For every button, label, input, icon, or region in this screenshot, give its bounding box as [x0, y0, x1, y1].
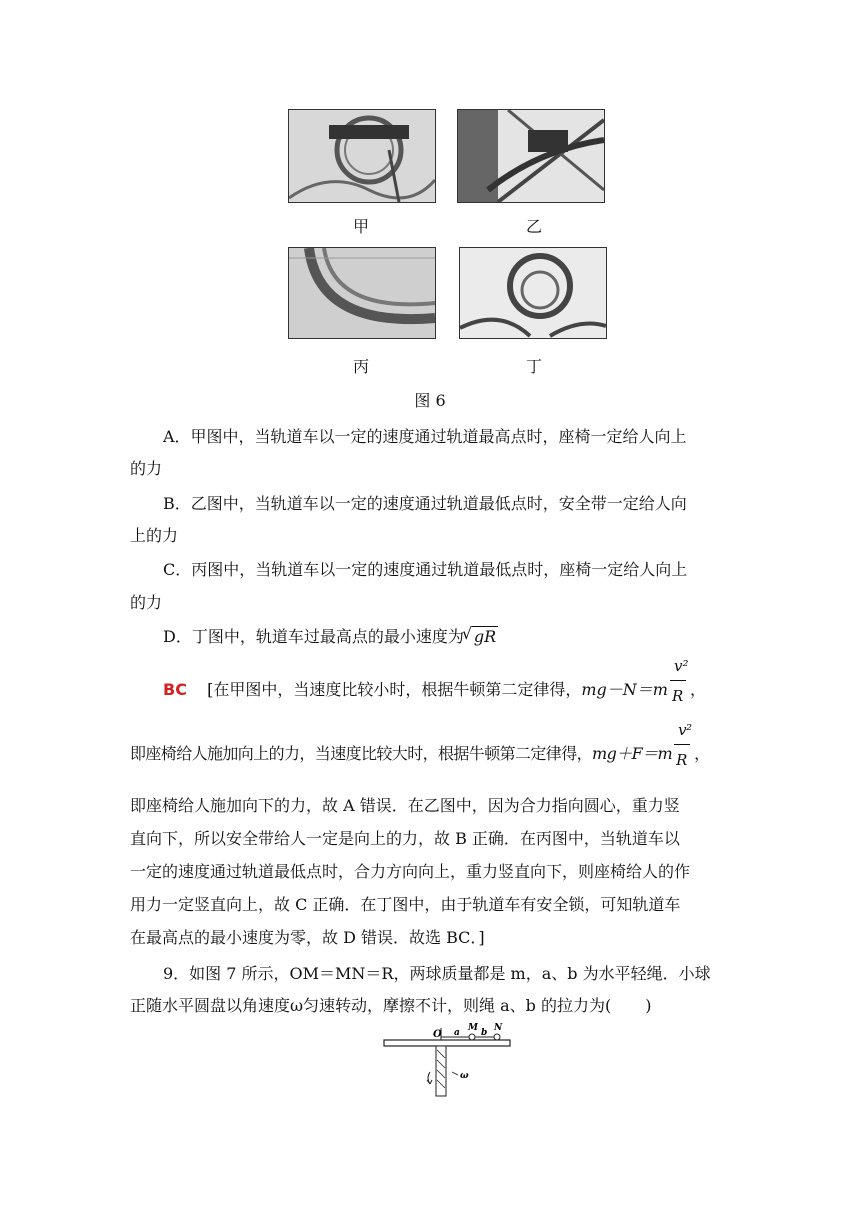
answer-line4: 直向下，所以安全带给人一定是向上的力，故 B 正确．在丙图中，当轨道车以	[130, 829, 680, 848]
photo-bing	[288, 247, 436, 339]
option-b-line2: 上的力	[130, 526, 179, 545]
fraction-denominator: R	[671, 687, 684, 705]
roller-coaster-bing-image	[289, 248, 435, 338]
option-c-line2: 的力	[130, 593, 163, 612]
answer-line2-math: mg＋F＝m	[592, 744, 673, 763]
answer-line2-text: 即座椅给人施加向上的力，当速度比较大时，根据牛顿第二定律得，	[130, 744, 593, 763]
answer-line6: 用力一定竖直向上，故 C 正确．在丁图中，由于轨道车有安全锁，可知轨道车	[130, 895, 681, 914]
answer-line1: BC [在甲图中，当速度比较小时，根据牛顿第二定律得，mg－N＝m $\frac{\text{v²}}{R}$ ，	[163, 657, 706, 705]
fraction-numerator-2: v²	[678, 721, 692, 739]
option-a-line2: 的力	[130, 459, 163, 478]
option-c-line1: C．丙图中，当轨道车以一定的速度通过轨道最低点时，座椅一定给人向上	[163, 560, 688, 579]
label-M: M	[468, 1023, 478, 1033]
label-omega: ω	[460, 1071, 469, 1081]
answer-line1-text: [在甲图中，当速度比较小时，根据牛顿第二定律得，	[207, 680, 582, 699]
answer-line1-math: mg－N＝m	[581, 680, 668, 699]
photo-ding	[459, 247, 607, 339]
answer-line7: 在最高点的最小速度为零，故 D 错误．故选 BC．]	[130, 928, 485, 947]
question9-line1: 9．如图 7 所示，OM＝MN＝R，两球质量都是 m，a、b 为水平轻绳．小球	[163, 964, 711, 983]
answer-line5: 一定的速度通过轨道最低点时，合力方向向上，重力竖直向下，则座椅给人的作	[130, 862, 691, 881]
option-d-text: D．丁图中，轨道车过最高点的最小速度为	[163, 627, 464, 646]
label-b: b	[481, 1028, 488, 1038]
photo-yi	[457, 109, 605, 203]
caption-ding: 丁	[525, 357, 542, 376]
roller-coaster-ding-image	[460, 248, 606, 338]
fraction-denominator-2: R	[676, 751, 687, 769]
roller-coaster-yi-image	[458, 110, 604, 202]
option-d-sqrt: √ gR	[472, 626, 498, 646]
answer-line3: 即座椅给人施加向下的力，故 A 错误．在乙图中，因为合力指向圆心，重力竖	[130, 796, 680, 815]
roller-coaster-jia-image	[289, 110, 435, 202]
figure7-diagram	[380, 1020, 516, 1100]
question9-line2	[130, 993, 652, 1016]
label-O: O	[433, 1029, 442, 1040]
question9-line2-text: 正随水平圆盘以角速度ω匀速转动，摩擦不计，则绳 a、b 的拉力为(	[130, 996, 612, 1015]
caption-jia: 甲	[352, 217, 369, 236]
fraction-v2-over-r-2	[672, 721, 694, 769]
photo-jia	[288, 109, 436, 203]
option-b-line1: B．乙图中，当轨道车以一定的速度通过轨道最低点时，安全带一定给人向	[163, 494, 687, 513]
label-a: a	[454, 1028, 460, 1038]
fraction-numerator: v²	[673, 657, 689, 675]
caption-yi: 乙	[525, 217, 542, 236]
question9-close-paren: )	[645, 996, 652, 1015]
option-d	[163, 624, 498, 647]
label-N: N	[494, 1023, 503, 1033]
fraction-v2-over-r	[668, 657, 690, 705]
answer-line2: 即座椅给人施加向上的力，当速度比较大时，根据牛顿第二定律得，mg＋F＝m $\frac{\text{v²}}{R}$ ，	[130, 721, 710, 769]
caption-bing: 丙	[352, 357, 369, 376]
answer-label: BC	[163, 680, 187, 699]
figure-title: 图 6	[414, 391, 446, 410]
option-a-line1: A．甲图中，当轨道车以一定的速度通过轨道最高点时，座椅一定给人向上	[163, 427, 687, 446]
